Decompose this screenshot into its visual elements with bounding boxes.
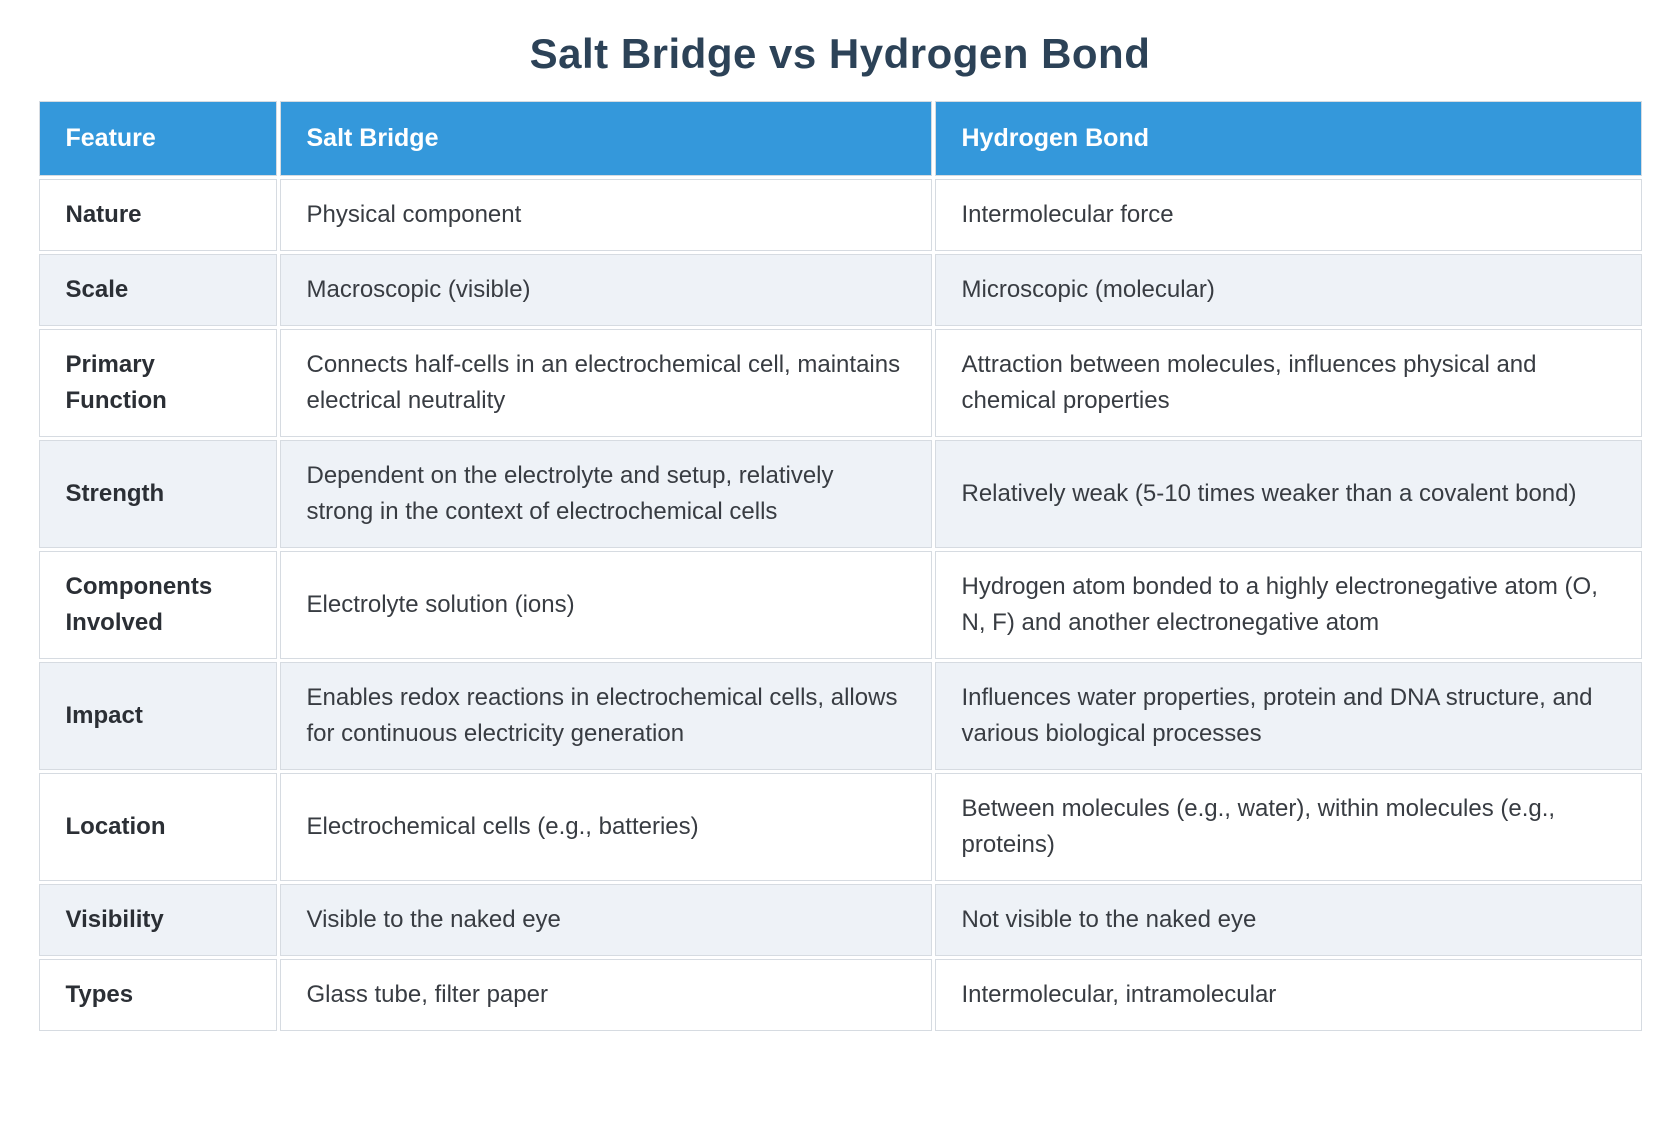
table-row xyxy=(39,329,1642,437)
feature-label: Nature xyxy=(39,179,277,251)
hydrogen-bond-value: Microscopic (molecular) xyxy=(935,254,1642,326)
table-row xyxy=(39,884,1642,956)
feature-label: Primary Function xyxy=(39,329,277,437)
hydrogen-bond-value: Influences water properties, protein and DNA structure, and various biological processes xyxy=(935,662,1642,770)
table-row xyxy=(39,440,1642,548)
comparison-table xyxy=(36,98,1645,1034)
hydrogen-bond-value: Attraction between molecules, influences physical and chemical properties xyxy=(935,329,1642,437)
column-header-hydrogen-bond: Hydrogen Bond xyxy=(935,101,1642,176)
table-row xyxy=(39,773,1642,881)
table-row xyxy=(39,959,1642,1031)
feature-label: Visibility xyxy=(39,884,277,956)
table-row xyxy=(39,662,1642,770)
hydrogen-bond-value: Between molecules (e.g., water), within molecules (e.g., proteins) xyxy=(935,773,1642,881)
salt-bridge-value: Dependent on the electrolyte and setup, relatively strong in the context of electrochemical cells xyxy=(280,440,932,548)
salt-bridge-value: Macroscopic (visible) xyxy=(280,254,932,326)
column-header-feature: Feature xyxy=(39,101,277,176)
table-body xyxy=(39,179,1642,1031)
table-row xyxy=(39,551,1642,659)
salt-bridge-value: Electrochemical cells (e.g., batteries) xyxy=(280,773,932,881)
feature-label: Strength xyxy=(39,440,277,548)
feature-label: Location xyxy=(39,773,277,881)
feature-label: Types xyxy=(39,959,277,1031)
table-header-row xyxy=(39,101,1642,176)
hydrogen-bond-value: Intermolecular force xyxy=(935,179,1642,251)
feature-label: Scale xyxy=(39,254,277,326)
hydrogen-bond-value: Not visible to the naked eye xyxy=(935,884,1642,956)
salt-bridge-value: Glass tube, filter paper xyxy=(280,959,932,1031)
table-header xyxy=(39,101,1642,176)
salt-bridge-value: Physical component xyxy=(280,179,932,251)
hydrogen-bond-value: Hydrogen atom bonded to a highly electronegative atom (O, N, F) and another electronegative atom xyxy=(935,551,1642,659)
salt-bridge-value: Connects half-cells in an electrochemical cell, maintains electrical neutrality xyxy=(280,329,932,437)
table-row xyxy=(39,254,1642,326)
feature-label: Impact xyxy=(39,662,277,770)
hydrogen-bond-value: Intermolecular, intramolecular xyxy=(935,959,1642,1031)
hydrogen-bond-value: Relatively weak (5-10 times weaker than a covalent bond) xyxy=(935,440,1642,548)
salt-bridge-value: Visible to the naked eye xyxy=(280,884,932,956)
salt-bridge-value: Enables redox reactions in electrochemical cells, allows for continuous electricity generation xyxy=(280,662,932,770)
feature-label: Components Involved xyxy=(39,551,277,659)
column-header-salt-bridge: Salt Bridge xyxy=(280,101,932,176)
page-title: Salt Bridge vs Hydrogen Bond xyxy=(529,30,1151,77)
salt-bridge-value: Electrolyte solution (ions) xyxy=(280,551,932,659)
table-row xyxy=(39,179,1642,251)
